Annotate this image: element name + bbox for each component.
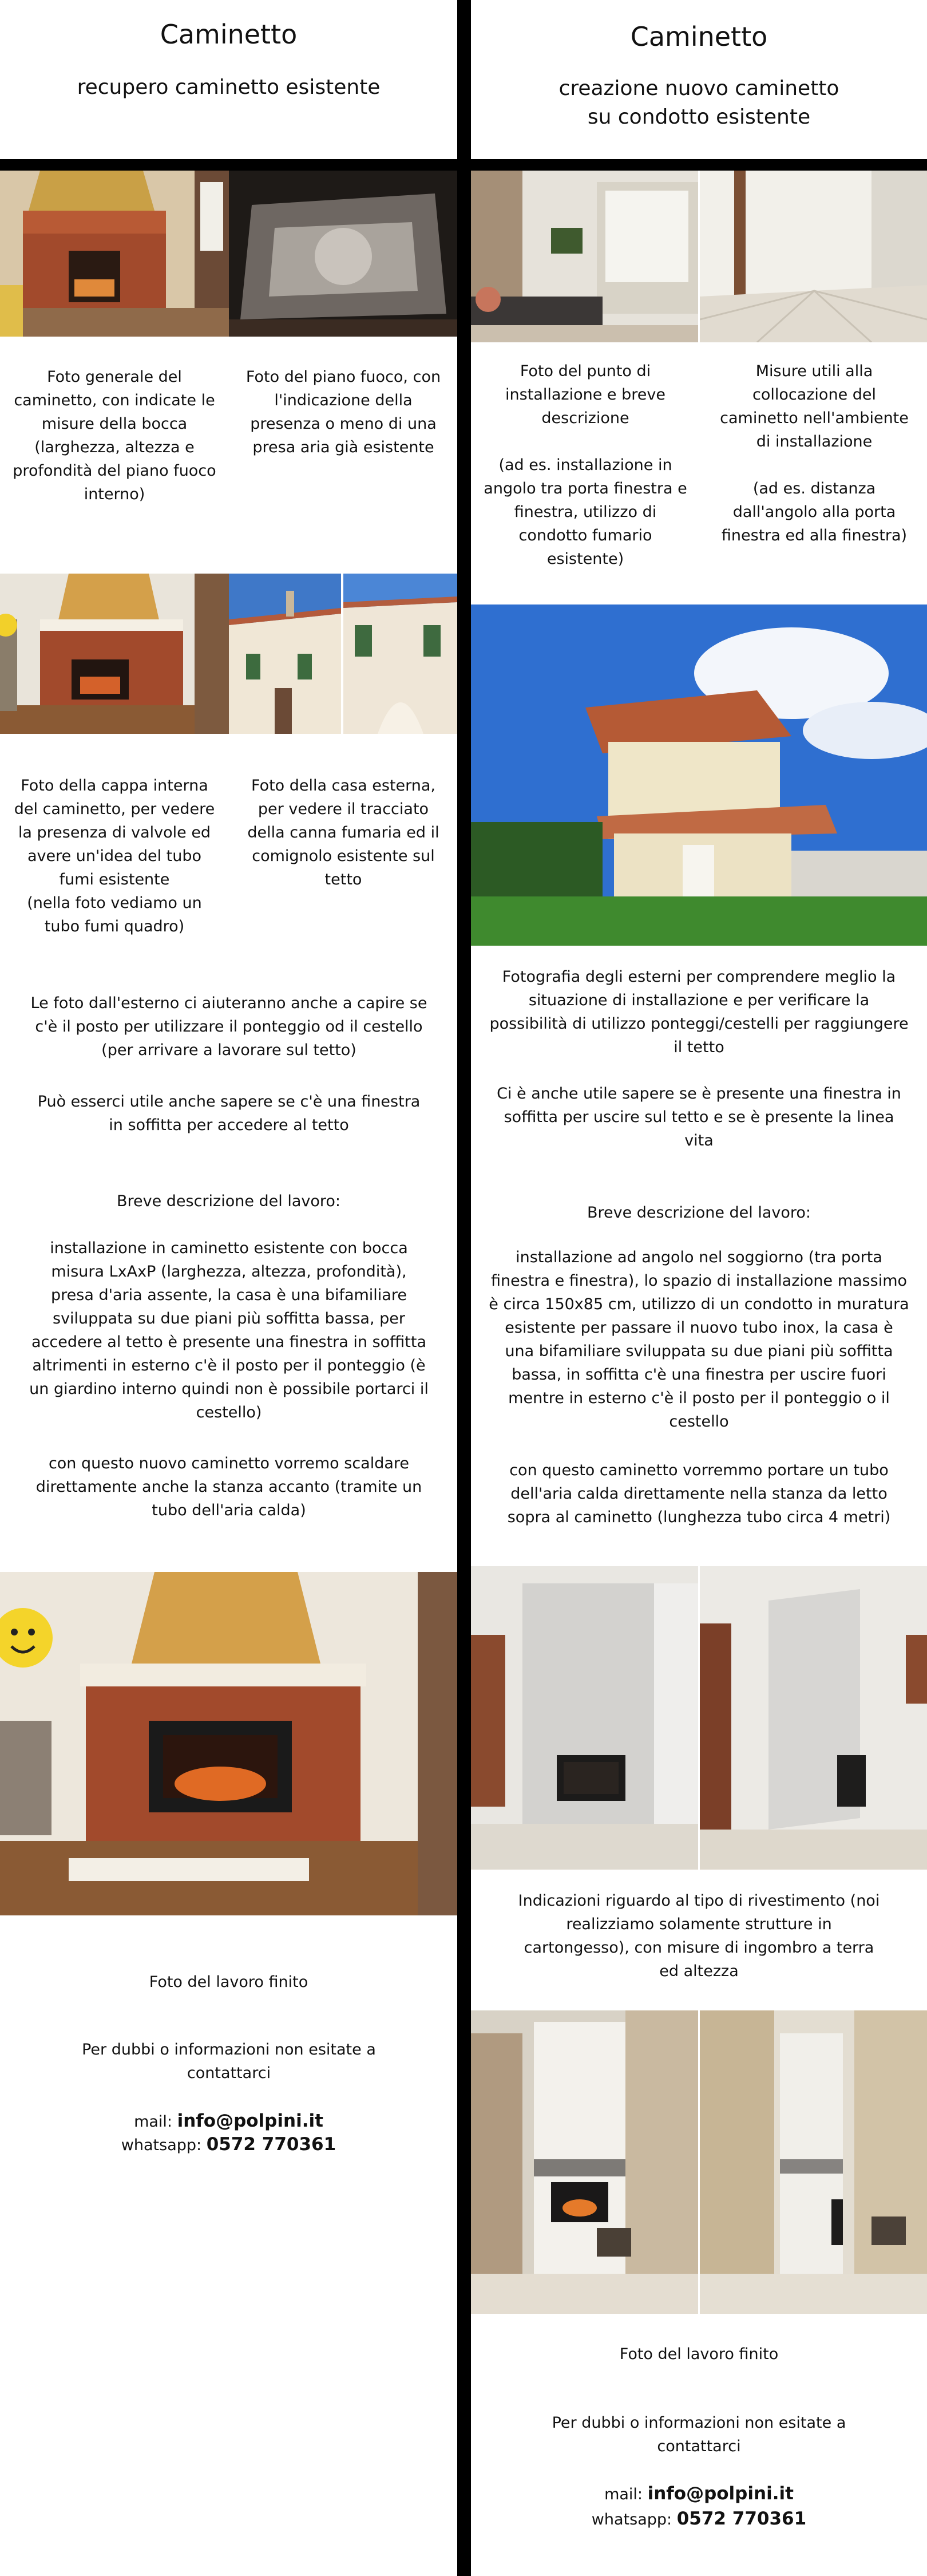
photo-house-exterior-1 <box>229 574 341 734</box>
photo-exterior-house <box>471 605 927 946</box>
right-description-heading: Breve descrizione del lavoro: <box>587 1204 811 1222</box>
photo-cladding-side <box>700 1566 927 1870</box>
photo-finished-fireplace <box>0 1572 457 1915</box>
left-caption-1a: Foto generale del caminetto, con indicate le misure della bocca (larghezza, altezza e profondità del piano fuoco interno) <box>13 368 216 503</box>
right-mail-label: mail: <box>604 2486 648 2503</box>
left-column <box>0 0 457 2576</box>
left-whatsapp <box>0 2133 457 2157</box>
right-mail <box>471 2482 927 2506</box>
right-exterior-note: Ci è anche utile sapere se è presente una finestra in soffitta per uscire sul tetto e se è presente la linea vita <box>497 1085 901 1149</box>
right-cladding-caption: Indicazioni riguardo al tipo di rivestimento (noi realizziamo solamente strutture in cartongesso), con misure di ingombro a terra ed altezza <box>518 1892 880 1980</box>
left-mail-link[interactable]: info@polpini.it <box>177 2111 323 2131</box>
left-description-heading: Breve descrizione del lavoro: <box>116 1192 341 1210</box>
left-description-1: installazione in caminetto esistente con bocca misura LxAxP (larghezza, altezza, profondità), presa d'aria assente, la casa è una bifamiliare sviluppata su due piani più soffitta bassa, per accedere al tetto è presente una finestra in soffitta altrimenti in esterno c'è il posto per il ponteggio (è un giardino interno quindi non è possibile portarci il cestello) <box>29 1239 429 1421</box>
left-caption-1b: Foto del piano fuoco, con l'indicazione della presenza o meno di una presa aria già esistente <box>245 368 441 456</box>
right-whatsapp-number[interactable]: 0572 770361 <box>676 2508 807 2529</box>
photo-installation-measures <box>700 171 927 342</box>
right-column <box>471 0 927 2576</box>
right-whatsapp-label: whatsapp: <box>591 2511 677 2528</box>
left-header-divider <box>0 159 457 171</box>
left-mail-label: mail: <box>134 2113 177 2131</box>
right-finished-caption: Foto del lavoro finito <box>619 2345 779 2363</box>
left-whatsapp-number[interactable]: 0572 770361 <box>206 2134 336 2155</box>
left-note-2: Può esserci utile anche sapere se c'è una finestra in soffitta per accedere al tetto <box>37 1093 421 1134</box>
left-title: Caminetto <box>160 19 298 50</box>
photo-finished-side <box>700 2010 927 2314</box>
right-mail-link[interactable]: info@polpini.it <box>647 2483 794 2504</box>
right-contact-text: Per dubbi o informazioni non esitate a contattarci <box>552 2414 846 2455</box>
photo-house-exterior-2 <box>343 574 457 734</box>
right-title: Caminetto <box>630 21 768 52</box>
left-subtitle: recupero caminetto esistente <box>77 76 381 99</box>
photo-fireplace-overview <box>0 171 229 337</box>
photo-hearth-floor <box>229 171 457 337</box>
left-finished-caption: Foto del lavoro finito <box>149 1973 308 1991</box>
photo-finished-front <box>471 2010 698 2314</box>
right-description-1: installazione ad angolo nel soggiorno (tra porta finestra e finestra), lo spazio di installazione massimo è circa 150x85 cm, utilizzo di un condotto in muratura esistente per passare il nuovo tubo inox, la casa è una bifamiliare sviluppata su due piani più soffitta bassa, in soffitta c'è una finestra per uscire fuori mentre in esterno c'è il posto per il ponteggio o il cestello <box>489 1249 909 1431</box>
right-caption-1b: Misure utili alla collocazione del caminetto nell'ambiente di installazione (ad es. distanza dall'angolo alla porta finestra ed alla finestra) <box>720 362 909 544</box>
right-subtitle: creazione nuovo caminetto su condotto esistente <box>558 77 839 129</box>
left-note-1: Le foto dall'esterno ci aiuteranno anche a capire se c'è il posto per utilizzare il ponteggio od il cestello (per arrivare a lavorare sul tetto) <box>30 994 427 1059</box>
right-caption-1a: Foto del punto di installazione e breve descrizione (ad es. installazione in angolo tra porta finestra e finestra, utilizzo di condotto fumario esistente) <box>484 362 687 568</box>
left-caption-2b: Foto della casa esterna, per vedere il tracciato della canna fumaria ed il comignolo esistente sul tetto <box>247 777 439 888</box>
photo-chimney-hood <box>0 574 229 734</box>
left-caption-2a: Foto della cappa interna del caminetto, per vedere la presenza di valvole ed avere un'idea del tubo fumi esistente (nella foto vediamo un tubo fumi quadro) <box>14 777 215 935</box>
right-description-2: con questo caminetto vorremmo portare un tubo dell'aria calda direttamente nella stanza da letto sopra al caminetto (lunghezza tubo circa 4 metri) <box>507 1461 891 1526</box>
right-header-divider <box>471 159 927 171</box>
photo-cladding-front <box>471 1566 698 1870</box>
right-whatsapp <box>471 2507 927 2531</box>
left-whatsapp-label: whatsapp: <box>121 2136 207 2154</box>
photo-installation-point <box>471 171 698 342</box>
left-contact-text: Per dubbi o informazioni non esitate a contattarci <box>82 2041 376 2082</box>
left-description-2: con questo nuovo caminetto vorremo scaldare direttamente anche la stanza accanto (tramite un tubo dell'aria calda) <box>35 1455 422 1519</box>
right-exterior-caption: Fotografia degli esterni per comprendere meglio la situazione di installazione e per verificare la possibilità di utilizzo ponteggi/cestelli per raggiungere il tetto <box>489 968 909 1056</box>
vertical-divider <box>457 0 471 2576</box>
left-mail <box>0 2109 457 2134</box>
